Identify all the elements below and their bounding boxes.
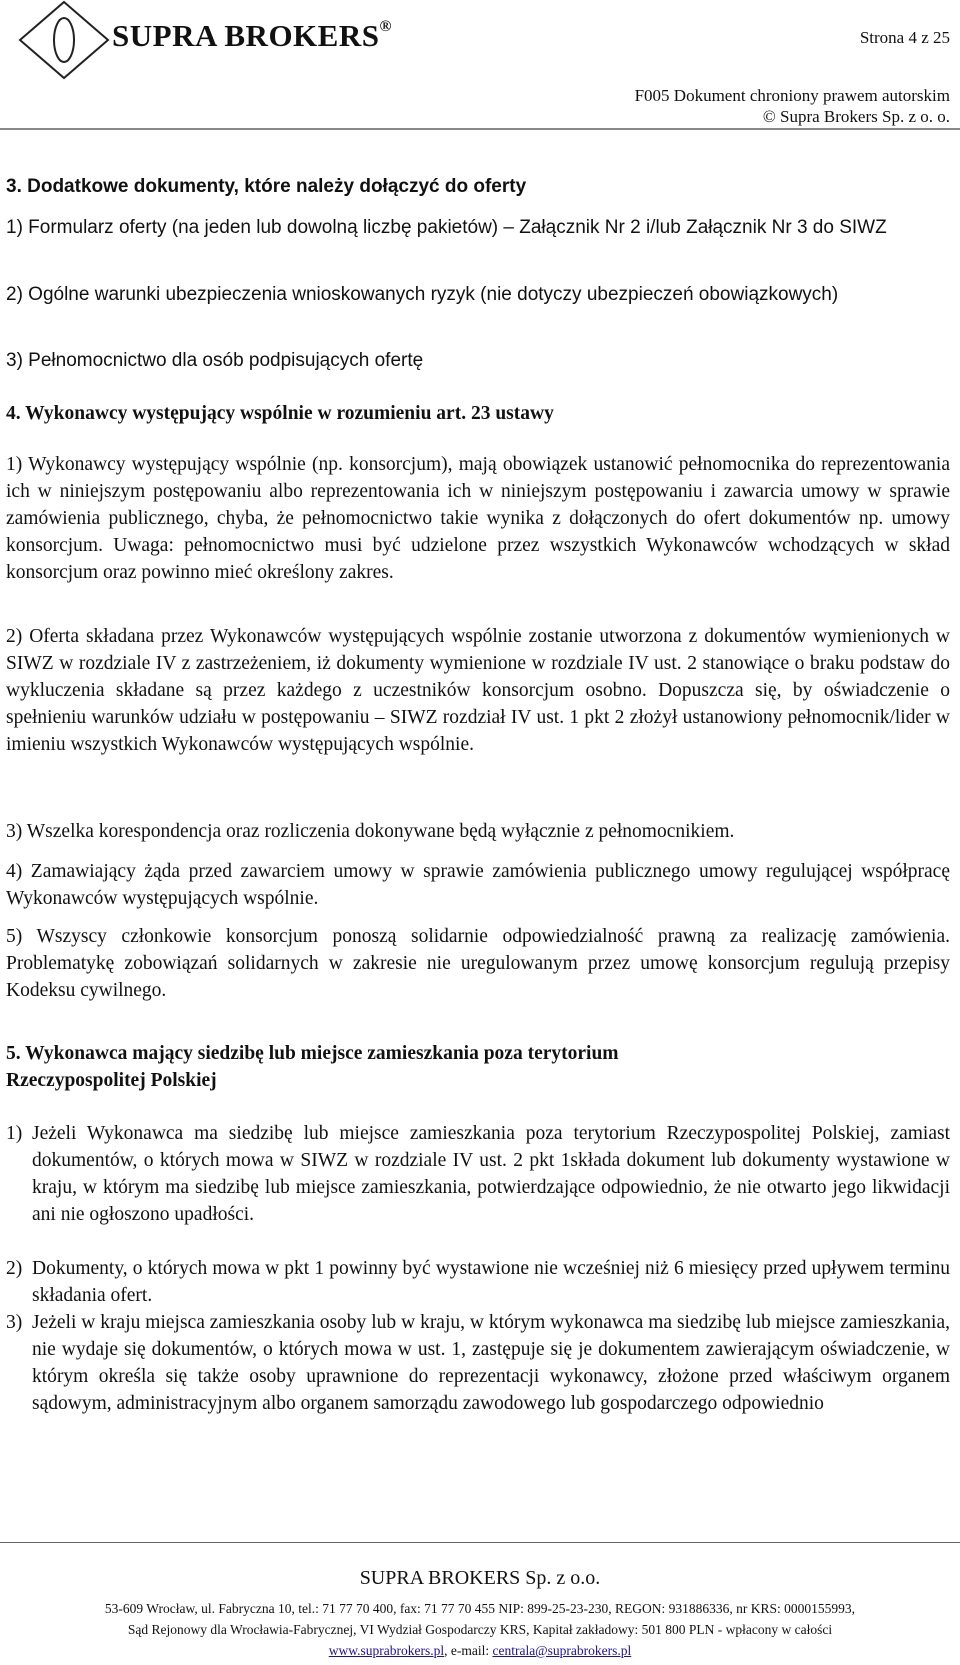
section-3-list (6, 281, 950, 308)
footer-divider (0, 1542, 960, 1543)
section-5-item-3 (6, 1309, 950, 1417)
footer-company-name: SUPRA BROKERS Sp. z o.o. (359, 1567, 601, 1589)
footer-address: 53-609 Wrocław, ul. Fabryczna 10, tel.: 71 77 70 400, fax: 71 77 70 455 NIP: 899-25-23-230, REGON: 931886336, nr KRS: 0000155993, (104, 1601, 856, 1616)
section-3-list (6, 347, 950, 374)
brand-name: SUPRA BROKERS® (112, 17, 392, 53)
section-5-heading-line-2: Rzeczypospolitej Polskiej (6, 1070, 217, 1091)
list-number: 3) (6, 1312, 23, 1333)
section-3-list (6, 214, 950, 241)
section-4-paragraph-3: 3) Wszelka korespondencja oraz rozliczenia dokonywane będą wyłącznie z pełnomocnikiem. (6, 821, 735, 842)
header-divider (0, 128, 960, 130)
section-4-body (6, 923, 950, 1004)
website-link[interactable]: www.suprabrokers.pl (328, 1643, 445, 1658)
section-4 (6, 400, 950, 427)
section-4-body (6, 451, 950, 586)
page-indicator: Strona 4 z 25 (859, 28, 950, 47)
list-text: Jeżeli Wykonawca ma siedzibę lub miejsce zamieszkania poza terytorium Rzeczypospolitej Polskiej, zamiast dokumentów, o których mowa w SIWZ w rozdziale IV ust. 2 pkt 1składa dokument lub dokumenty wystawione w kraju, w którym ma siedzibę lub miejsce zamieszkania, potwierdzające odpowiednio, że nie otwarto jego likwidacji ani nie ogłoszono upadłości. (32, 1123, 950, 1225)
section-5-list (6, 1255, 950, 1309)
email-label: , e-mail: (444, 1643, 493, 1658)
section-5-list (6, 1309, 950, 1417)
section-5-item-2 (6, 1255, 950, 1309)
section-5-list (6, 1120, 950, 1228)
list-text: Dokumenty, o których mowa w pkt 1 powinny być wystawione nie wcześniej niż 6 miesięcy przed upływem terminu składania ofert. (32, 1258, 950, 1306)
section-4-body (6, 858, 950, 912)
list-text: Jeżeli w kraju miejsca zamieszkania osoby lub w kraju, w którym wykonawca ma siedzibę lub miejsce zamieszkania, nie wydaje się dokumentów, o których mowa w ust. 1, zastępuje się je dokumentem zawierającym oświadczenie, w którym określa się także osoby uprawnione do reprezentacji wykonawcy, złożone przed właściwym organem sądowym, administracyjnym albo organem samorządu zawodowego lub gospodarczego odpowiednio (32, 1312, 950, 1414)
section-4-paragraph-2: 2) Oferta składana przez Wykonawców występujących wspólnie zostanie utworzona z dokumentów wymienionych w SIWZ w rozdziale IV z zastrzeżeniem, iż dokumenty wymienione w rozdziale IV ust. 2 stanowiące o braku podstaw do wykluczenia składane są przez każdego z uczestników konsorcjum osobno. Dopuszcza się, by oświadczenie o spełnieniu warunków udziału w postępowaniu – SIWZ rozdział IV ust. 1 pkt 2 złożył ustanowiony pełnomocnik/lider w imieniu wszystkich Wykonawców występujących wspólnie. (6, 626, 950, 755)
section-3-item-1: 1) Formularz oferty (na jeden lub dowolną liczbę pakietów) – Załącznik Nr 2 i/lub Załącznik Nr 3 do SIWZ (6, 217, 887, 238)
section-3-item-3: 3) Pełnomocnictwo dla osób podpisujących ofertę (6, 350, 424, 371)
section-5-item-1 (6, 1120, 950, 1228)
footer-court-info: Sąd Rejonowy dla Wrocławia-Fabrycznej, VI Wydział Gospodarczy KRS, Kapitał zakładowy: 501 800 PLN - wpłacony w całości (127, 1622, 833, 1637)
section-3 (6, 176, 950, 198)
footer-contact (0, 1643, 960, 1659)
section-3-item-2: 2) Ogólne warunki ubezpieczenia wnioskowanych ryzyk (nie dotyczy ubezpieczeń obowiązkowych) (6, 284, 839, 305)
section-3-heading: 3. Dodatkowe dokumenty, które należy dołączyć do oferty (6, 176, 527, 197)
section-5-heading-line-1: 5. Wykonawca mający siedzibę lub miejsce zamieszkania poza terytorium (6, 1043, 619, 1064)
copyright-notice: © Supra Brokers Sp. z o. o. (762, 107, 950, 126)
email-link[interactable]: centrala@suprabrokers.pl (492, 1643, 632, 1658)
section-4-paragraph-4: 4) Zamawiający żąda przed zawarciem umowy w sprawie zamówienia publicznego umowy regulującej współpracę Wykonawców występujących wspólnie. (6, 861, 950, 909)
section-4-paragraph-1: 1) Wykonawcy występujący wspólnie (np. konsorcjum), mają obowiązek ustanowić pełnomocnika do reprezentowania ich w niniejszym postępowaniu albo reprezentowania ich w niniejszym postępowaniu i zawarcia umowy w sprawie zamówienia publicznego, chyba, że pełnomocnictwo takie wynika z dołączonych do ofert dokumentów np. umowy konsorcjum. Uwaga: pełnomocnictwo musi być udzielone przez wszystkich Wykonawców wchodzących w skład konsorcjum oraz powinno mieć określony zakres. (6, 454, 950, 583)
supra-brokers-logo-icon (16, 0, 112, 80)
section-4-paragraph-5: 5) Wszyscy członkowie konsorcjum ponoszą solidarnie odpowiedzialność prawną za realizację zamówienia. Problematykę zobowiązań solidarnych w zakresie nie uregulowanym przez umowę konsorcjum regulują przepisy Kodeksu cywilnego. (6, 926, 950, 1001)
list-number: 2) (6, 1258, 23, 1279)
section-4-heading: 4. Wykonawcy występujący wspólnie w rozumieniu art. 23 ustawy (6, 403, 554, 424)
section-4-body (6, 818, 950, 845)
section-4-body (6, 623, 950, 758)
list-number: 1) (6, 1123, 23, 1144)
section-5 (6, 1040, 950, 1094)
document-label: F005 Dokument chroniony prawem autorskim (634, 86, 950, 105)
